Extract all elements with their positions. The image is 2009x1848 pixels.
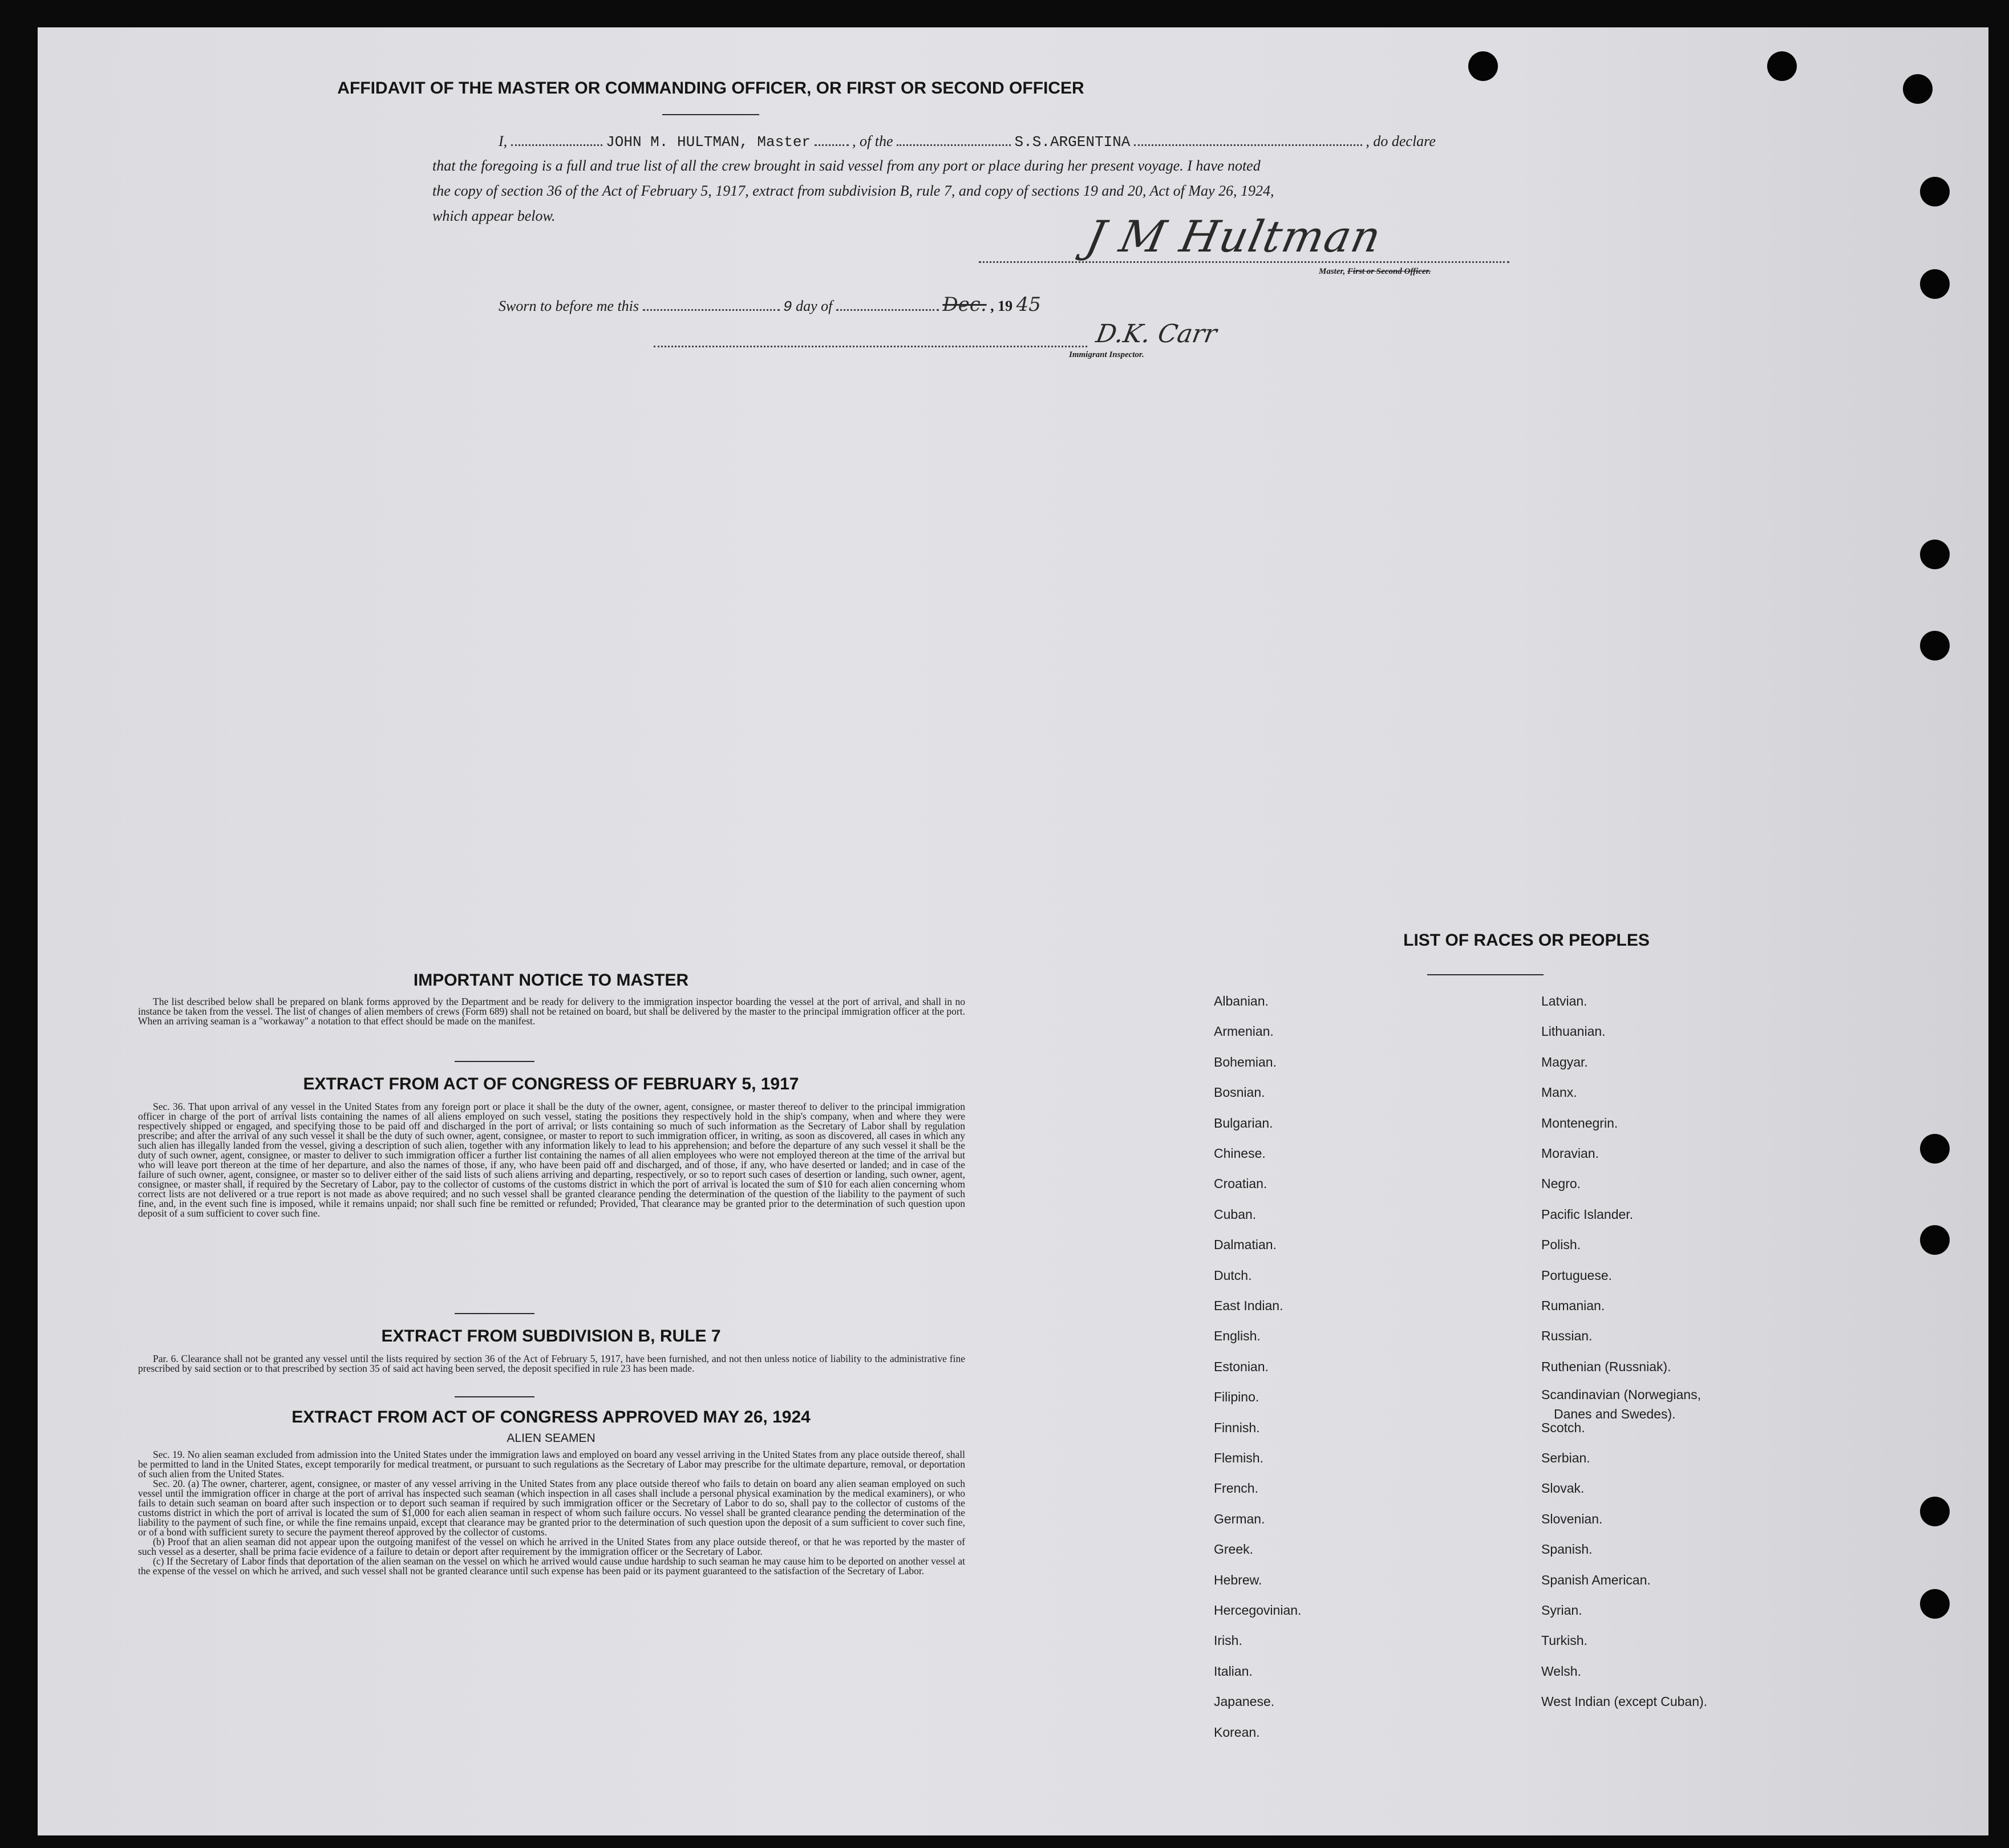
race-item: Dalmatian.	[1214, 1237, 1277, 1253]
races-title: LIST OF RACES OR PEOPLES	[1403, 931, 1650, 950]
race-item: Estonian.	[1214, 1359, 1269, 1374]
sworn-month: Dec.	[942, 293, 987, 316]
race-item: Irish.	[1214, 1633, 1242, 1648]
section-20b: (b) Proof that an alien seaman did not appear upon the outgoing manifest of the vessel on which he arrived in the United States from any place outside thereof, or that he was reported by the master of such vessel as a deserter, shall be prima facie evidence of a failure to detain or deport after requirement by the immigration officer or the Secretary of Labor.	[138, 1536, 965, 1557]
race-item: Spanish American.	[1541, 1572, 1651, 1587]
inspector-caption: Immigrant Inspector.	[1069, 350, 1144, 359]
section-19: Sec. 19. No alien seaman excluded from admission into the United States under the immigration laws and employed on board any vessel arriving in the United States from any place outside thereof, shall be permitted to land in the United States, except temporarily for medical treatment, or pursuant to such regulations as the Secretary of Labor may prescribe for the ultimate departure, removal, or deportation of such alien from the United States.	[138, 1449, 965, 1480]
section-20c: (c) If the Secretary of Labor finds that deportation of the alien seaman on the vessel on which he arrived would cause undue hardship to such seaman he may cause him to be deported on another vessel at the expense of the vessel on which he arrived, and such vessel shall not be granted clearance until such expense has been paid or its payment guaranteed to the satisfaction of the Secretary of Labor.	[138, 1555, 965, 1577]
year-prefix: , 19	[990, 298, 1013, 314]
race-item: Welsh.	[1541, 1663, 1581, 1679]
document-page	[38, 27, 1988, 1835]
race-item: Turkish.	[1541, 1633, 1587, 1648]
punch-hole	[1920, 540, 1950, 569]
race-item: Hercegovinian.	[1214, 1603, 1302, 1618]
punch-hole	[1920, 1589, 1950, 1619]
punch-hole	[1920, 177, 1950, 206]
race-item: Bohemian.	[1214, 1054, 1277, 1069]
race-item: German.	[1214, 1511, 1265, 1526]
signature-line	[979, 261, 1509, 263]
race-item: Montenegrin.	[1541, 1115, 1618, 1130]
race-item: Cuban.	[1214, 1206, 1257, 1222]
race-item: Latvian.	[1541, 994, 1587, 1008]
race-item: Slovenian.	[1541, 1511, 1603, 1526]
race-item: Armenian.	[1214, 1024, 1274, 1039]
alien-seamen-subtitle: ALIEN SEAMEN	[507, 1432, 596, 1445]
extract-rule7-text: Par. 6. Clearance shall not be granted any vessel until the lists required by section 36 of the Act of February 5, 1917, have been furnished, and not then unless notice of liability to the administrative fine prescribed by said section or to that prescribed by section 35 of said act having been served, the deposit specified in rule 23 has been made.	[138, 1353, 965, 1374]
race-item: Russian.	[1541, 1328, 1593, 1344]
sworn-line	[499, 293, 1041, 316]
punch-hole	[1920, 269, 1950, 299]
race-item: English.	[1214, 1328, 1261, 1344]
race-item: Albanian.	[1214, 994, 1269, 1008]
punch-hole	[1920, 1134, 1950, 1164]
race-item: Finnish.	[1214, 1420, 1260, 1435]
master-name: JOHN M. HULTMAN, Master	[606, 133, 811, 151]
race-item: Magyar.	[1541, 1054, 1588, 1069]
race-item: Pacific Islander.	[1541, 1206, 1634, 1222]
race-item: Serbian.	[1541, 1450, 1590, 1465]
race-item: East Indian.	[1214, 1298, 1283, 1313]
declarant-prefix: I,	[499, 133, 508, 149]
race-item: Portuguese.	[1541, 1267, 1613, 1283]
punch-hole	[1920, 1497, 1950, 1526]
sworn-label: Sworn to before me this	[499, 298, 639, 314]
punch-hole	[1767, 51, 1797, 81]
section-20a: Sec. 20. (a) The owner, charterer, agent, consignee, or master of any vessel arriving in the United States from any place outside thereof who fails to detain on board any alien seaman employed on such vessel until the immigration officer in charge at the port of arrival has inspected such seaman (which inspection in all cases shall include a personal physical examination by the medical examiners), or who fails to detain such seaman on board after such inspection or to deport such seaman if required by such immigration officer or the Secretary of Labor to do so, shall pay to the collector of customs of the customs district in which the port of arrival is located the sum of $1,000 for each alien seaman in respect of whom such failure occurs. No vessel shall be granted clearance pending the determination of the liability to the payment of such fine, or while the fine remains unpaid, except that clearance may be granted prior to the determination of such question upon the deposit of a sum sufficient to cover such fine, or of a bond with sufficient surety to secure the payment thereof approved by the collector of customs.	[138, 1478, 965, 1538]
race-item: Lithuanian.	[1541, 1024, 1606, 1039]
race-item: Croatian.	[1214, 1176, 1267, 1192]
race-item: Rumanian.	[1541, 1298, 1605, 1313]
race-item: Japanese.	[1214, 1694, 1275, 1709]
race-item: Manx.	[1541, 1085, 1577, 1100]
signature-caption	[1319, 267, 1431, 277]
affidavit-title: AFFIDAVIT OF THE MASTER OR COMMANDING OFFICER, OR FIRST OR SECOND OFFICER	[337, 79, 1084, 98]
master-caption: Master,	[1319, 267, 1346, 276]
race-item: Polish.	[1541, 1237, 1581, 1253]
punch-hole	[1920, 1225, 1950, 1255]
race-item: Korean.	[1214, 1724, 1260, 1740]
extract-1924-title: EXTRACT FROM ACT OF CONGRESS APPROVED MAY 26, 1924	[291, 1408, 811, 1426]
declaration-line-2: that the foregoing is a full and true list of all the crew brought in said vessel from any port or place during her present voyage. I have noted	[432, 157, 1261, 174]
do-declare-label: , do declare	[1366, 133, 1436, 149]
race-item: French.	[1214, 1481, 1258, 1496]
race-item: Flemish.	[1214, 1450, 1263, 1465]
punch-hole	[1468, 51, 1498, 81]
race-item: Hebrew.	[1214, 1572, 1262, 1587]
punch-hole	[1920, 631, 1950, 660]
race-item: Chinese.	[1214, 1146, 1266, 1161]
race-item: Bulgarian.	[1214, 1115, 1273, 1130]
extract-1917-title: EXTRACT FROM ACT OF CONGRESS OF FEBRUARY 5, 1917	[303, 1075, 799, 1093]
race-item: Moravian.	[1541, 1146, 1599, 1161]
struck-officer-caption: First or Second Officer.	[1347, 267, 1431, 276]
race-item: Spanish.	[1541, 1542, 1593, 1557]
vessel-name: S.S.ARGENTINA	[1014, 133, 1131, 151]
title-divider	[662, 114, 759, 115]
extract-1924-text	[138, 1450, 965, 1576]
extract-rule7-title: EXTRACT FROM SUBDIVISION B, RULE 7	[381, 1327, 721, 1346]
race-item: Scandinavian (Norwegians,	[1541, 1387, 1701, 1403]
extract-rule7-divider	[455, 1396, 534, 1397]
notice-divider	[455, 1061, 534, 1062]
race-item: Greek.	[1214, 1542, 1254, 1557]
race-item: Filipino.	[1214, 1389, 1259, 1405]
extract-1917-text: Sec. 36. That upon arrival of any vessel in the United States from any foreign port or place it shall be the duty of the owner, agent, consignee, or master thereof to deliver to the principal immigration officer in charge of the port of arrival lists containing the names of all aliens employed on such vessel, stating the positions they respectively hold in the ship's company, when and where they were respectively shipped or engaged, and specifying those to be paid off and discharged in the port of arrival; or lists containing so much of such information as the Secretary of Labor shall by regulation prescribe; and after the arrival of any such vessel it shall be the duty of such owner, agent, consignee, or master to report to such immigration officer, in writing, as soon as discovered, all cases in which any such alien has illegally landed from the vessel, giving a description of such alien, together with any information likely to lead to his apprehension; and before the departure of any such vessel it shall be the duty of such owner, agent, consignee, or master to deliver to such immigration officer a further list containing the names of all alien employees who were not employed thereon at the time of the arrival but who will leave port thereon at the time of her departure, and also the names of those, if any, who have been paid off and discharged, and of those, if any, who have deserted or landed; and in case of the failure of such owner, agent, consignee, or master so to deliver either of the said lists of such aliens arriving and departing, respectively, or so to report such cases of desertion or landing, such owner, agent, consignee, or master shall, if required by the Secretary of Labor, pay to the collector of customs of the customs district in which the port of arrival is located the sum of $10 for each alien concerning whom correct lists are not delivered or a true report is not made as above required; and no such vessel shall be granted clearance pending the determination of the question of the liability to the payment of such fine, and, in the event such fine is imposed, while it remains unpaid; nor shall such fine be remitted or refunded; Provided, That clearance may be granted prior to the determination of such question upon deposit of a sum sufficient to cover such fine.	[138, 1101, 965, 1219]
declaration-line-3: the copy of section 36 of the Act of February 5, 1917, extract from subdivision B, rule 7, and copy of sections 19 and 20, Act of May 26, 1924,	[432, 183, 1274, 199]
sworn-day: 9	[783, 298, 792, 315]
inspector-line	[654, 346, 1087, 347]
race-item: Danes and Swedes).	[1554, 1407, 1676, 1422]
day-of-label: day of	[796, 298, 833, 314]
declaration-line-4: which appear below.	[432, 208, 556, 224]
punch-hole	[1903, 74, 1933, 104]
race-item: Italian.	[1214, 1663, 1253, 1679]
extract-1917-divider	[455, 1313, 534, 1314]
master-signature: J M Hultman	[1082, 211, 1387, 262]
race-item: West Indian (except Cuban).	[1541, 1694, 1708, 1709]
declaration-line-1	[499, 133, 1436, 151]
notice-text: The list described below shall be prepared on blank forms approved by the Department and be ready for delivery to the immigration inspector boarding the vessel at the port of arrival, and shall in no instance be taken from the vessel. The list of changes of alien members of crews (Form 689) shall not be retained on board, but shall be delivered by the master to the principal immigration officer at the port. When an arriving seaman is a "workaway" a notation to that effect should be made on the manifest.	[138, 996, 965, 1027]
race-item: Scotch.	[1541, 1420, 1585, 1435]
races-divider	[1427, 974, 1544, 975]
race-item: Negro.	[1541, 1176, 1581, 1192]
race-item: Slovak.	[1541, 1481, 1585, 1496]
race-item: Syrian.	[1541, 1603, 1582, 1618]
notice-title: IMPORTANT NOTICE TO MASTER	[413, 971, 689, 990]
of-the-label: , of the	[852, 133, 893, 149]
race-item: Bosnian.	[1214, 1085, 1265, 1100]
race-item: Dutch.	[1214, 1267, 1252, 1283]
inspector-signature: D.K. Carr	[1093, 319, 1220, 348]
race-item: Ruthenian (Russniak).	[1541, 1359, 1671, 1374]
sworn-year: 45	[1016, 293, 1041, 316]
